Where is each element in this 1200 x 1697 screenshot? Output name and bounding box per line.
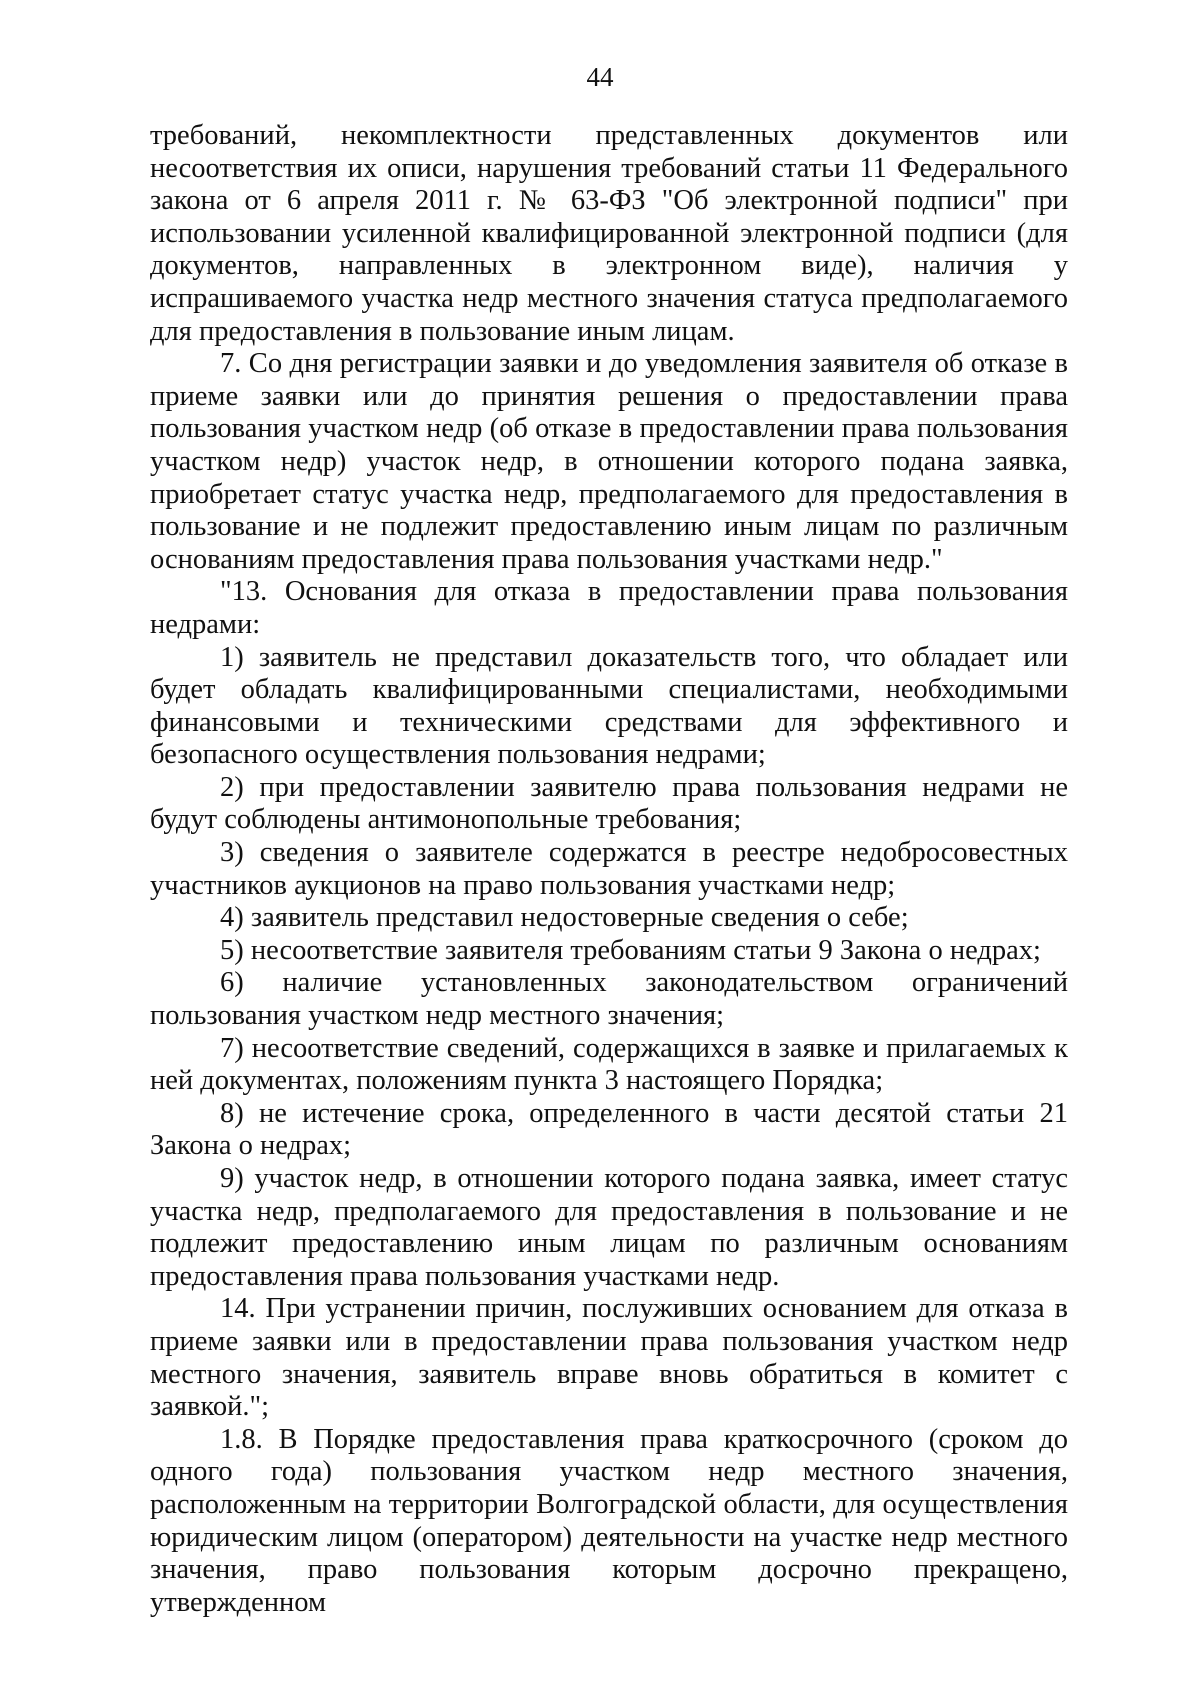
paragraph-requirements-continued: требований, некомплектности представленных документов или несоответствия их описи, нарушения требований статьи 11 Федерального закона от 6 апреля 2011 г. № 63-ФЗ "Об электронной подписи" при использовании усиленной квалифицированной электронной подписи (для документов, направленных в электронном виде), наличия у испрашиваемого участка недр местного значения статуса предполагаемого для предоставления в пользование иным лицам.	[150, 120, 1068, 347]
list-item-4: 4) заявитель представил недостоверные сведения о себе;	[220, 902, 909, 934]
list-item-9: 9) участок недр, в отношении которого подана заявка, имеет статус участка недр, предполагаемого для предоставления в пользование и не подлежит предоставлению иным лицам по различным основаниям предоставления права пользования участками недр.	[150, 1163, 1068, 1292]
list-item-2: 2) при предоставлении заявителю права пользования недрами не будут соблюдены антимонопольные требования;	[150, 771, 1068, 836]
list-item-5: 5) несоответствие заявителя требованиям статьи 9 Закона о недрах;	[220, 934, 1041, 966]
paragraph-13-heading: "13. Основания для отказа в предоставлении права пользования недрами:	[150, 576, 1068, 640]
paragraph-1-8: 1.8. В Порядке предоставления права краткосрочного (сроком до одного года) пользования участком недр местного значения, расположенным на территории Волгоградской области, для осуществления юридическим лицом (оператором) деятельности на участке недр местного значения, право пользования которым досрочно прекращено, утвержденном	[150, 1423, 1068, 1618]
paragraph-14: 14. При устранении причин, послуживших основанием для отказа в приеме заявки или в предоставлении права пользования участком недр местного значения, заявитель вправе вновь обратиться в комитет с заявкой.";	[150, 1293, 1068, 1423]
page-number: 44	[586, 62, 614, 92]
list-item-1: 1) заявитель не представил доказательств того, что обладает или будет обладать квалифицированными специалистами, необходимыми финансовыми и техническими средствами для эффективного и безопасного осуществления пользования недрами;	[150, 641, 1068, 771]
list-item-3: 3) сведения о заявителе содержатся в реестре недобросовестных участников аукционов на право пользования участками недр;	[150, 837, 1068, 901]
list-item-6: 6) наличие установленных законодательством ограничений пользования участком недр местного значения;	[150, 967, 1068, 1032]
list-item-7: 7) несоответствие сведений, содержащихся в заявке и прилагаемых к ней документах, положениям пункта 3 настоящего Порядка;	[150, 1032, 1068, 1097]
list-item-8: 8) не истечение срока, определенного в части десятой статьи 21 Закона о недрах;	[150, 1097, 1068, 1162]
paragraph-7: 7. Со дня регистрации заявки и до уведомления заявителя об отказе в приеме заявки или до принятия решения о предоставлении права пользования участком недр (об отказе в предоставлении права пользования участком недр) участок недр, в отношении которого подана заявка, приобретает статус участка недр, предполагаемого для предоставления в пользование и не подлежит предоставлению иным лицам по различным основаниям предоставления права пользования участками недр."	[150, 348, 1068, 575]
document-body	[150, 120, 1068, 1619]
